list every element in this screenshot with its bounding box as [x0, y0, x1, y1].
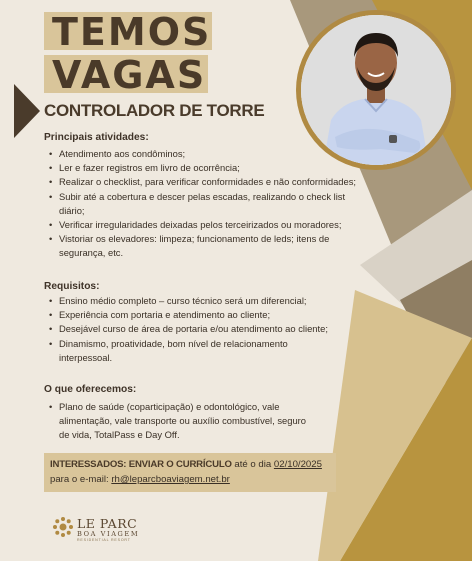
sunburst-logo-icon: [52, 516, 74, 538]
brand-tagline: RESIDENTIAL RESORT: [77, 538, 131, 542]
brand-name: LE PARC: [77, 516, 138, 531]
offers-list: [49, 400, 319, 443]
email-link[interactable]: rh@leparcboaviagem.net.br: [111, 474, 230, 485]
requirements-list: [49, 294, 379, 365]
role-title: CONTROLADOR DE TORRE: [44, 101, 265, 120]
contact-lead: INTERESSADOS: ENVIAR O CURRÍCULO: [50, 459, 232, 470]
brand-subtitle: BOA VIAGEM: [77, 530, 140, 538]
headline-line-2: VAGAS: [44, 55, 208, 93]
person-illustration: [301, 15, 451, 165]
requirements-title: Requisitos:: [44, 281, 100, 292]
activities-list: [49, 147, 391, 261]
candidate-photo: [296, 10, 456, 170]
list-item: • Realizar o checklist, para verificar conformidades e não conformidades;: [49, 175, 391, 189]
triangle-arrow-icon: [14, 84, 40, 138]
list-item: • Experiência com portaria e atendimento ao cliente;: [49, 308, 379, 322]
offers-title: O que oferecemos:: [44, 384, 137, 395]
list-item: • Subir até a cobertura e descer pelas escadas, realizando o check list diário;: [49, 190, 369, 218]
list-item: • Ler e fazer registros em livro de ocorrência;: [49, 161, 391, 175]
contact-box: [44, 453, 336, 492]
list-item: • Vistoriar os elevadores: limpeza; funcionamento de leds; itens de segurança, etc.: [49, 232, 361, 260]
list-item: • Ensino médio completo – curso técnico será um diferencial;: [49, 294, 379, 308]
list-item: • Plano de saúde (coparticipação) e odontológico, vale alimentação, vale transporte ou auxílio combustível, seguro de vida, TotalPass e Day Off.: [49, 400, 311, 443]
list-item: • Atendimento aos condôminos;: [49, 147, 391, 161]
brand-logo: [77, 518, 139, 543]
headline: [44, 10, 212, 97]
contact-line-1: [50, 457, 330, 472]
list-item: • Dinamismo, proatividade, bom nível de relacionamento interpessoal.: [49, 337, 311, 365]
activities-title: Principais atividades:: [44, 132, 149, 143]
headline-line-1: TEMOS: [44, 12, 212, 50]
contact-line-2: [50, 472, 330, 487]
list-item: • Desejável curso de área de portaria e/ou atendimento ao cliente;: [49, 322, 379, 336]
deadline-date: 02/10/2025: [273, 459, 322, 470]
contact-until: até o dia: [231, 459, 274, 470]
email-prefix: para o e-mail:: [50, 474, 112, 485]
list-item: • Verificar irregularidades deixadas pelos terceirizados ou moradores;: [49, 218, 391, 232]
